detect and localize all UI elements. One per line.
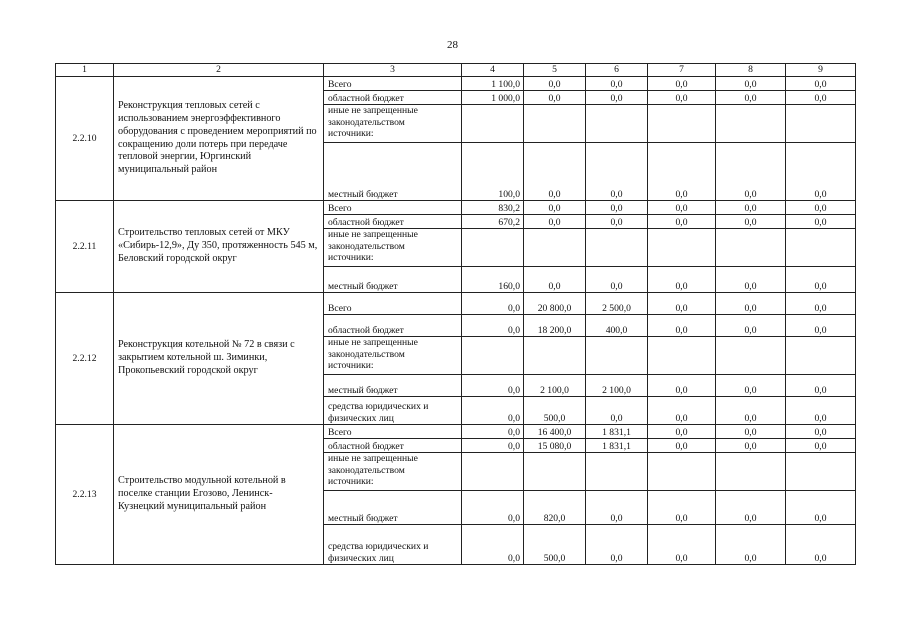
funding-source-line: средства юридических и	[328, 401, 429, 412]
amount-cell: 16 400,0	[524, 425, 586, 439]
amount-cell: 0,0	[524, 91, 586, 105]
amount-cell: 0,0	[648, 425, 716, 439]
amount-cell: 0,0	[786, 525, 856, 565]
amount-cell: 0,0	[786, 425, 856, 439]
funding-source-label: местный бюджет	[324, 143, 462, 201]
empty-cell	[586, 105, 648, 143]
column-header: 8	[716, 64, 786, 77]
table-row	[56, 293, 856, 315]
amount-cell: 400,0	[586, 315, 648, 337]
amount-cell: 0,0	[786, 315, 856, 337]
funding-source-line: источники:	[328, 360, 374, 371]
funding-source-label	[324, 453, 462, 491]
amount-cell: 0,0	[586, 91, 648, 105]
amount-cell: 0,0	[786, 267, 856, 293]
amount-cell: 0,0	[462, 439, 524, 453]
funding-source-label: областной бюджет	[324, 91, 462, 105]
amount-cell: 0,0	[716, 77, 786, 91]
amount-cell: 0,0	[716, 525, 786, 565]
table-row	[56, 201, 856, 215]
empty-cell	[524, 337, 586, 375]
empty-cell	[648, 105, 716, 143]
amount-cell: 820,0	[524, 491, 586, 525]
funding-source-line: иные не запрещенные	[328, 229, 418, 240]
amount-cell: 20 800,0	[524, 293, 586, 315]
table-body	[56, 64, 856, 565]
funding-source-line: законодательством	[328, 348, 405, 360]
amount-cell: 0,0	[462, 397, 524, 425]
funding-source-line: законодательством	[328, 116, 405, 128]
empty-cell	[716, 105, 786, 143]
table-row	[56, 425, 856, 439]
project-code: 2.2.13	[56, 425, 114, 565]
amount-cell: 0,0	[462, 293, 524, 315]
empty-cell	[586, 337, 648, 375]
amount-cell: 500,0	[524, 397, 586, 425]
empty-cell	[716, 453, 786, 491]
empty-cell	[648, 229, 716, 267]
amount-cell: 0,0	[462, 315, 524, 337]
amount-cell: 0,0	[524, 77, 586, 91]
funding-source-label: Всего	[324, 201, 462, 215]
page-number: 28	[447, 39, 458, 51]
amount-cell: 0,0	[524, 267, 586, 293]
amount-cell: 0,0	[462, 525, 524, 565]
empty-cell	[648, 337, 716, 375]
amount-cell: 0,0	[716, 491, 786, 525]
amount-cell: 0,0	[648, 91, 716, 105]
project-code: 2.2.10	[56, 77, 114, 201]
funding-source-line: физических лиц	[328, 552, 394, 564]
amount-cell: 670,2	[462, 215, 524, 229]
amount-cell: 0,0	[716, 315, 786, 337]
amount-cell: 0,0	[648, 375, 716, 397]
amount-cell: 0,0	[462, 375, 524, 397]
funding-source-line: источники:	[328, 476, 374, 487]
amount-cell: 0,0	[716, 215, 786, 229]
empty-cell	[786, 453, 856, 491]
amount-cell: 0,0	[786, 491, 856, 525]
empty-cell	[786, 337, 856, 375]
amount-cell: 0,0	[786, 397, 856, 425]
amount-cell: 0,0	[716, 375, 786, 397]
empty-cell	[462, 229, 524, 267]
amount-cell: 2 500,0	[586, 293, 648, 315]
project-name: Реконструкция котельной № 72 в связи с закрытием котельной ш. Зиминки, Прокопьевский городской округ	[114, 293, 324, 425]
funding-source-line: физических лиц	[328, 412, 394, 424]
amount-cell: 0,0	[648, 397, 716, 425]
amount-cell: 0,0	[648, 201, 716, 215]
funding-source-line: источники:	[328, 252, 374, 263]
funding-source-label	[324, 525, 462, 565]
funding-source-line: средства юридических и	[328, 541, 429, 552]
amount-cell: 0,0	[648, 215, 716, 229]
funding-source-label	[324, 105, 462, 143]
amount-cell: 0,0	[648, 293, 716, 315]
project-code: 2.2.12	[56, 293, 114, 425]
amount-cell: 1 100,0	[462, 77, 524, 91]
empty-cell	[524, 229, 586, 267]
funding-source-label: местный бюджет	[324, 491, 462, 525]
amount-cell: 0,0	[524, 215, 586, 229]
column-header-row	[56, 64, 856, 77]
project-name: Строительство модульной котельной в поселке станции Егозово, Ленинск-Кузнецкий муниципальный район	[114, 425, 324, 565]
funding-source-line: иные не запрещенные	[328, 337, 418, 348]
column-header: 2	[114, 64, 324, 77]
funding-source-label: Всего	[324, 425, 462, 439]
column-header: 4	[462, 64, 524, 77]
project-name: Строительство тепловых сетей от МКУ «Сибирь-12,9», Ду 350, протяженность 545 м, Беловский городской округ	[114, 201, 324, 293]
amount-cell: 1 831,1	[586, 425, 648, 439]
amount-cell: 0,0	[786, 143, 856, 201]
amount-cell: 160,0	[462, 267, 524, 293]
table-row	[56, 77, 856, 91]
funding-source-label	[324, 229, 462, 267]
amount-cell: 0,0	[586, 397, 648, 425]
amount-cell: 0,0	[524, 143, 586, 201]
empty-cell	[524, 453, 586, 491]
column-header: 1	[56, 64, 114, 77]
funding-source-label: Всего	[324, 77, 462, 91]
amount-cell: 0,0	[786, 375, 856, 397]
project-code: 2.2.11	[56, 201, 114, 293]
funding-source-label	[324, 397, 462, 425]
funding-source-label: местный бюджет	[324, 375, 462, 397]
column-header: 6	[586, 64, 648, 77]
funding-source-label: областной бюджет	[324, 215, 462, 229]
empty-cell	[648, 453, 716, 491]
funding-source-line: законодательством	[328, 464, 405, 476]
amount-cell: 2 100,0	[586, 375, 648, 397]
funding-source-label	[324, 337, 462, 375]
amount-cell: 0,0	[786, 439, 856, 453]
funding-source-label: областной бюджет	[324, 315, 462, 337]
amount-cell: 0,0	[648, 143, 716, 201]
funding-source-line: законодательством	[328, 240, 405, 252]
amount-cell: 0,0	[462, 491, 524, 525]
empty-cell	[462, 105, 524, 143]
funding-source-label: Всего	[324, 293, 462, 315]
empty-cell	[586, 453, 648, 491]
empty-cell	[716, 337, 786, 375]
amount-cell: 0,0	[586, 201, 648, 215]
empty-cell	[716, 229, 786, 267]
amount-cell: 0,0	[716, 91, 786, 105]
amount-cell: 0,0	[462, 425, 524, 439]
funding-source-label: областной бюджет	[324, 439, 462, 453]
amount-cell: 0,0	[586, 491, 648, 525]
budget-table	[55, 63, 856, 565]
amount-cell: 0,0	[716, 267, 786, 293]
amount-cell: 0,0	[586, 525, 648, 565]
funding-source-label: местный бюджет	[324, 267, 462, 293]
amount-cell: 0,0	[648, 525, 716, 565]
amount-cell: 0,0	[586, 215, 648, 229]
amount-cell: 0,0	[648, 267, 716, 293]
amount-cell: 0,0	[716, 293, 786, 315]
amount-cell: 0,0	[648, 77, 716, 91]
empty-cell	[524, 105, 586, 143]
column-header: 3	[324, 64, 462, 77]
amount-cell: 0,0	[524, 201, 586, 215]
amount-cell: 0,0	[786, 77, 856, 91]
amount-cell: 1 000,0	[462, 91, 524, 105]
project-name: Реконструкция тепловых сетей с использованием энергоэффективного оборудования с проведением мероприятий по сокращению доли потерь при передаче тепловой энергии, Юргинский муниципальный район	[114, 77, 324, 201]
amount-cell: 0,0	[716, 397, 786, 425]
amount-cell: 0,0	[586, 267, 648, 293]
funding-source-line: источники:	[328, 128, 374, 139]
empty-cell	[786, 105, 856, 143]
column-header: 5	[524, 64, 586, 77]
amount-cell: 0,0	[786, 91, 856, 105]
amount-cell: 0,0	[648, 491, 716, 525]
column-header: 7	[648, 64, 716, 77]
amount-cell: 0,0	[648, 439, 716, 453]
amount-cell: 18 200,0	[524, 315, 586, 337]
amount-cell: 0,0	[716, 143, 786, 201]
amount-cell: 0,0	[648, 315, 716, 337]
funding-source-line: иные не запрещенные	[328, 105, 418, 116]
amount-cell: 2 100,0	[524, 375, 586, 397]
amount-cell: 830,2	[462, 201, 524, 215]
amount-cell: 0,0	[716, 439, 786, 453]
amount-cell: 0,0	[786, 201, 856, 215]
amount-cell: 1 831,1	[586, 439, 648, 453]
empty-cell	[462, 453, 524, 491]
amount-cell: 500,0	[524, 525, 586, 565]
funding-source-line: иные не запрещенные	[328, 453, 418, 464]
amount-cell: 0,0	[786, 293, 856, 315]
amount-cell: 0,0	[786, 215, 856, 229]
amount-cell: 0,0	[716, 425, 786, 439]
empty-cell	[586, 229, 648, 267]
empty-cell	[462, 337, 524, 375]
amount-cell: 100,0	[462, 143, 524, 201]
amount-cell: 0,0	[586, 77, 648, 91]
amount-cell: 0,0	[586, 143, 648, 201]
amount-cell: 0,0	[716, 201, 786, 215]
amount-cell: 15 080,0	[524, 439, 586, 453]
column-header: 9	[786, 64, 856, 77]
empty-cell	[786, 229, 856, 267]
